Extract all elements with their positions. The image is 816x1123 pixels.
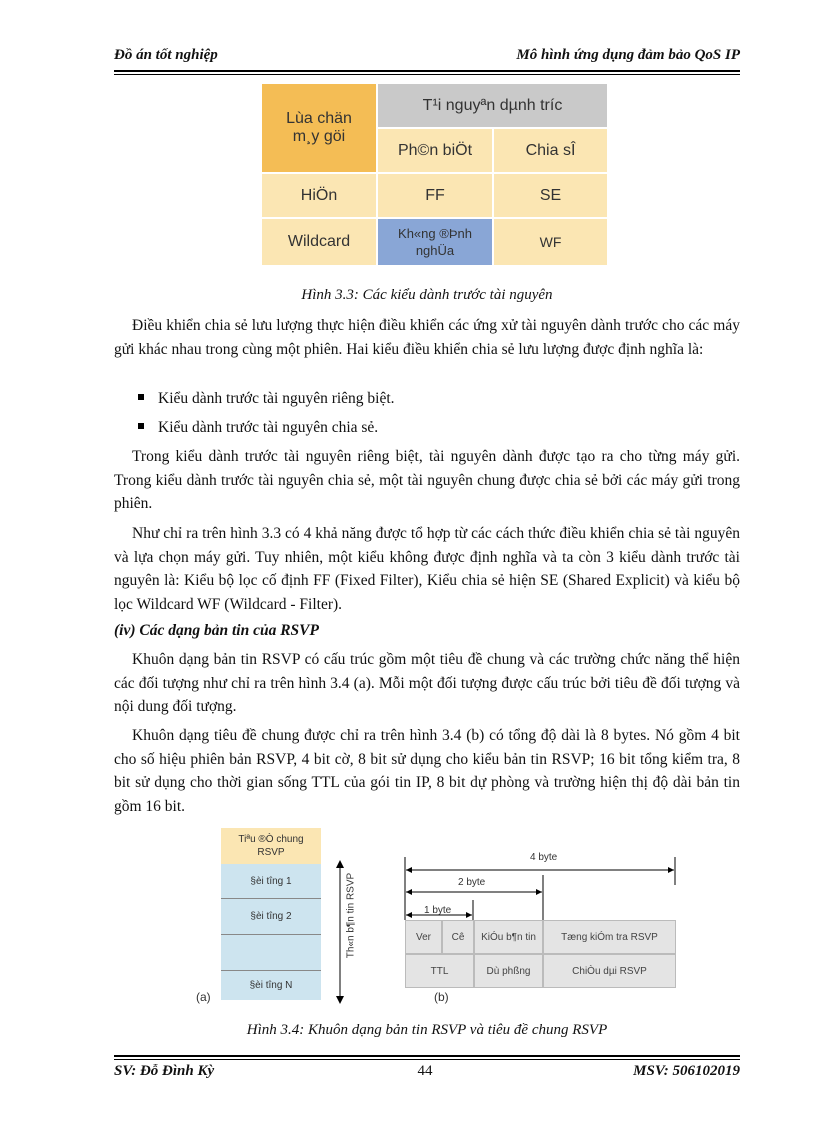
footer-rule-thin (114, 1059, 740, 1060)
se-cell: SE (493, 173, 608, 218)
footer-rule (114, 1055, 740, 1057)
wildcard-row-label: Wildcard (261, 218, 377, 266)
four-byte-label: 4 byte (530, 852, 558, 863)
paragraph-3: Như chỉ ra trên hình 3.3 có 4 khả năng được tổ hợp từ các cách thức điều khiển chia sẻ tài nguyên và lựa chọn máy gửi. Tuy nhiên, một kiểu không được định nghĩa và ta còn 3 kiểu dành trước tài nguyên là: Kiểu bộ lọc cố định FF (Fixed Filter), Kiểu chia sẻ hiện SE (Shared Explicit) và kiểu bộ lọc Wildcard WF (Wildcard - Filter). (114, 525, 740, 613)
distinct-header: Ph©n biÖt (377, 128, 493, 173)
ver-field: Ver (405, 920, 442, 954)
figure-a-label: (a) (196, 990, 211, 1004)
reserved-resource-header: T¹i nguyªn dµnh tríc (377, 83, 608, 128)
checksum-field: Tæng kiÓm tra RSVP (543, 920, 676, 954)
object-2-box: §èi tîng 2 (221, 898, 321, 934)
header-rule (114, 70, 740, 72)
two-byte-label: 2 byte (458, 877, 486, 888)
wf-cell: WF (493, 218, 608, 266)
paragraph-2: Trong kiểu dành trước tài nguyên riêng biệt, tài nguyên dành được tạo ra cho từng máy gửi. Trong kiểu dành trước tài nguyên chia sẻ, một tài nguyên chung được chia sẻ bởi các máy gửi trong phiên. (114, 448, 740, 512)
message-length-label: Th«n b¶n tin RSVP (345, 872, 357, 959)
page-number: 44 (417, 1063, 433, 1079)
reserved-field: Dù phßng (474, 954, 543, 988)
object-1-box: §èi tîng 1 (221, 864, 321, 898)
reservation-styles-table (261, 83, 608, 266)
footer-student-id: MSV: 506102019 (633, 1063, 740, 1079)
footer-student: SV: Đỗ Đình Kỳ (114, 1063, 215, 1079)
figure-b-label: (b) (434, 990, 449, 1004)
shared-header: Chia sÎ (493, 128, 608, 173)
paragraph-5: Khuôn dạng tiêu đề chung được chỉ ra trên hình 3.4 (b) có tổng độ dài là 8 bytes. Nó gồm 4 bit cho số hiệu phiên bản RSVP, 4 bit cờ, 8 bit sử dụng cho kiểu bản tin RSVP; 16 bit tổng kiểm tra, 8 bit sử dụng cho thời gian sống TTL của gói tin IP, 8 bit dự phòng và trường hiện thị độ dài bản tin gồm 16 bit. (114, 727, 740, 815)
header-left: Đồ án tốt nghiệp (114, 47, 218, 63)
header-rule-thin (114, 74, 740, 75)
message-type-field: KiÓu b¶n tin (474, 920, 543, 954)
page-header (114, 47, 740, 67)
one-byte-label: 1 byte (424, 905, 452, 916)
figure-3-3-caption: Hình 3.3: Các kiểu dành trước tài nguyên (301, 287, 553, 303)
header-right: Mô hình ứng dụng đảm bảo QoS IP (516, 47, 740, 63)
section-heading: (iv) Các dạng bản tin của RSVP (114, 622, 319, 639)
sender-selection-cell: Lùa chän m¸y göi (261, 83, 377, 173)
length-field: ChiÒu dµi RSVP (543, 954, 676, 988)
ff-cell: FF (377, 173, 493, 218)
explicit-row-label: HiÖn (261, 173, 377, 218)
paragraph-4: Khuôn dạng bản tin RSVP có cấu trúc gồm một tiêu đề chung và các trường chức năng thể hiện các đối tượng như chỉ ra trên hình 3.4 (a). Mỗi một đối tượng được cấu trúc bởi tiêu đề đối tượng và nội dung đối tượng. (114, 651, 740, 715)
figure-3-4-caption: Hình 3.4: Khuôn dạng bản tin RSVP và tiêu đề chung RSVP (246, 1022, 608, 1038)
bullet-1: Kiểu dành trước tài nguyên riêng biệt. (138, 390, 395, 408)
flags-field: Cê (442, 920, 474, 954)
paragraph-1: Điều khiển chia sẻ lưu lượng thực hiện điều khiển các ứng xử tài nguyên dành trước cho các máy gửi khác nhau trong cùng một phiên. Hai kiểu điều khiển chia sẻ lưu lượng được định nghĩa là: (114, 317, 740, 358)
bullet-2: Kiểu dành trước tài nguyên chia sẻ. (138, 419, 378, 437)
common-header-box: Tiªu ®Ò chung RSVP (221, 828, 321, 864)
undefined-cell: Kh«ng ®Þnh nghÜa (377, 218, 493, 266)
object-dots-box (221, 934, 321, 970)
ttl-field: TTL (405, 954, 474, 988)
object-n-box: §èi tîng N (221, 970, 321, 1000)
